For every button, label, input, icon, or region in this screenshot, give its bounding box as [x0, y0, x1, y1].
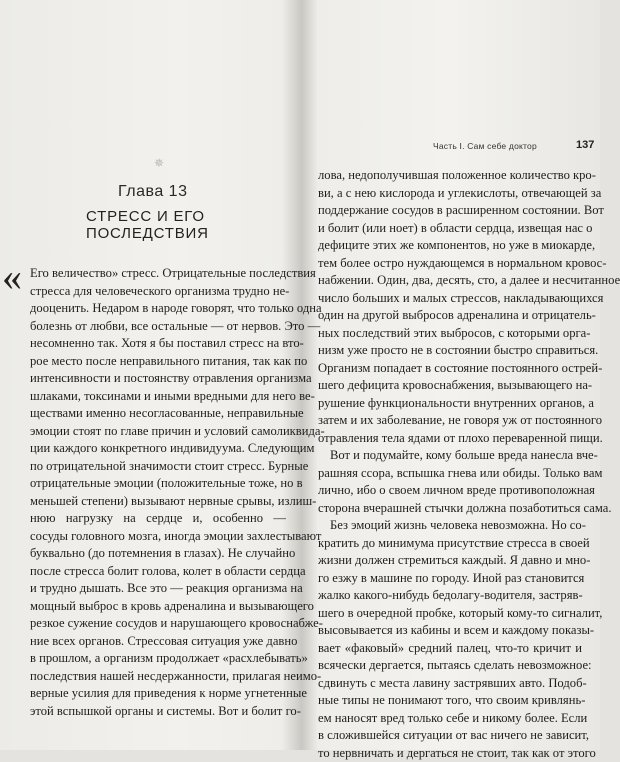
right-page — [302, 0, 600, 750]
text-line: эмоции стоят по главе причин и условий самоликвида- — [30, 423, 286, 441]
text-line: ние всех органов. Стрессовая ситуация уже давно — [30, 633, 286, 651]
text-line: после стресса болит голова, колет в области сердца — [30, 563, 286, 581]
text-line: кратить до минимума присутствие стресса в своей — [318, 535, 582, 553]
text-line: Без эмоций жизнь человека невозможна. Но со- — [318, 517, 582, 535]
text-line: лова, недополучившая положенное количество кро- — [318, 167, 582, 185]
text-line: нюю нагрузку на сердце и, особенно — — [30, 510, 286, 528]
text-line: ции каждого конкретного индивидуума. Следующим — [30, 440, 286, 458]
text-line: и трудно дышать. Все это — реакция организма на — [30, 580, 286, 598]
running-head: Часть I. Сам себе доктор — [433, 141, 537, 151]
text-line: буквально (до потемнения в глазах). Не случайно — [30, 545, 286, 563]
text-line: жалко какого-нибудь бедолагу-водителя, застряв- — [318, 587, 582, 605]
text-line: тем более остро нуждающемся в нормальном кровос- — [318, 255, 582, 273]
text-line: в прошлом, а организм продолжает «расхлебывать» — [30, 650, 286, 668]
text-line: высовывается из кабины и всем и каждому показы- — [318, 622, 582, 640]
text-line: этой вспышкой органы и системы. Вот и болит го- — [30, 703, 286, 721]
text-line: лично, ибо о своем личном вреде противоположная — [318, 482, 582, 500]
text-line: дооценить. Недаром в народе говорят, что только одна — [30, 300, 286, 318]
text-line: го езжу в машине по городу. Иной раз становится — [318, 570, 582, 588]
text-line: отравления тела ядами от плохо переваренной пищи. — [318, 430, 582, 448]
text-line: затем и их заболевание, не говоря уж от постоянного — [318, 412, 582, 430]
text-line: шего в очередной пробке, который кому-то сигналит, — [318, 605, 582, 623]
text-line: ществами именно несогласованные, неправильные — [30, 405, 286, 423]
text-line: ем наносят вред только себе и никому более. Если — [318, 710, 582, 728]
text-line: сдвинуть с места лавину застрявших авто. Подоб- — [318, 675, 582, 693]
text-line: верные усилия для приведения к норме угнетенные — [30, 685, 286, 703]
text-line: резкое сужение сосудов и нарушающего кровоснабже- — [30, 615, 286, 633]
opening-quote-mark: « — [2, 257, 22, 297]
text-line: рое место после неправильного питания, так как по — [30, 353, 286, 371]
text-line: в сложившейся ситуации от вас ничего не зависит, — [318, 727, 582, 745]
page-number: 137 — [576, 139, 594, 151]
text-line: шего дефицита кровоснабжения, вызывающего на- — [318, 377, 582, 395]
text-line: отрицательные эмоции (положительные тоже, но в — [30, 475, 286, 493]
text-line: всячески дергается, пытаясь сделать невозможное: — [318, 657, 582, 675]
text-line: поддержание сосудов в расширенном состоянии. Вот — [318, 202, 582, 220]
text-line: интенсивности и постоянству отравления организма — [30, 370, 286, 388]
text-line: ные типы не понимают того, что своим кривлянь- — [318, 692, 582, 710]
right-body-text — [318, 167, 582, 762]
text-line: один на другой выбросов адреналина и отрицатель- — [318, 307, 582, 325]
text-line: сосуды головного мозга, иногда эмоции захлестывают — [30, 528, 286, 546]
text-line: стресса для человеческого организма трудно не- — [30, 283, 286, 301]
text-line: сторона вчерашней стычки должна позаботиться сама. — [318, 500, 582, 518]
text-line: дефиците этих же компонентов, но уже в миокарде, — [318, 237, 582, 255]
text-line: меньшей степени) вызывают нервные срывы, излиш- — [30, 493, 286, 511]
text-line: шлаками, токсинами и иными вредными для него ве- — [30, 388, 286, 406]
text-line: болезнь от любви, все остальные — от нервов. Это — — [30, 318, 286, 336]
text-line: число больших и малых стрессов, накладывающихся — [318, 290, 582, 308]
text-line: несомненно так. Хотя я бы поставил стресс на вто- — [30, 335, 286, 353]
text-line: ви, а с нею кислорода и углекислоты, отвечающей за — [318, 185, 582, 203]
text-line: низм уже просто не в состоянии быстро справиться. — [318, 342, 582, 360]
text-line: рашняя ссора, вспышка гнева или обиды. Только вам — [318, 465, 582, 483]
text-line: набжении. Один, два, десять, сто, а далее и несчитанное — [318, 272, 582, 290]
text-line: то нервничать и дергаться не стоит, так как от этого — [318, 745, 582, 762]
text-line: и болит (или ноет) в области сердца, извещая нас о — [318, 220, 582, 238]
ornament-icon: ✵ — [152, 156, 166, 170]
text-line: жизни должен стремиться каждый. Я давно и мно- — [318, 552, 582, 570]
text-line: Организм попадает в состояние постоянного острей- — [318, 360, 582, 378]
text-line: по отрицательной значимости стоит стресс. Бурные — [30, 458, 286, 476]
text-line: Вот и подумайте, кому больше вреда нанесла вче- — [318, 447, 582, 465]
text-line: Его величество» стресс. Отрицательные последствия — [30, 265, 286, 283]
text-line: мощный выброс в кровь адреналина и вызывающего — [30, 598, 286, 616]
text-line: рушение функциональности внутренних органов, а — [318, 395, 582, 413]
left-body-text — [30, 265, 286, 720]
text-line: вает «факовый» средний палец, что-то кричит и — [318, 640, 582, 658]
chapter-number: Глава 13 — [118, 183, 187, 201]
text-line: ных последствий этих выбросов, с которыми орга- — [318, 325, 582, 343]
text-line: последствия нашей несдержанности, прилагая неимо- — [30, 668, 286, 686]
left-page — [0, 0, 302, 750]
chapter-title: СТРЕСС И ЕГО ПОСЛЕДСТВИЯ — [86, 208, 302, 242]
